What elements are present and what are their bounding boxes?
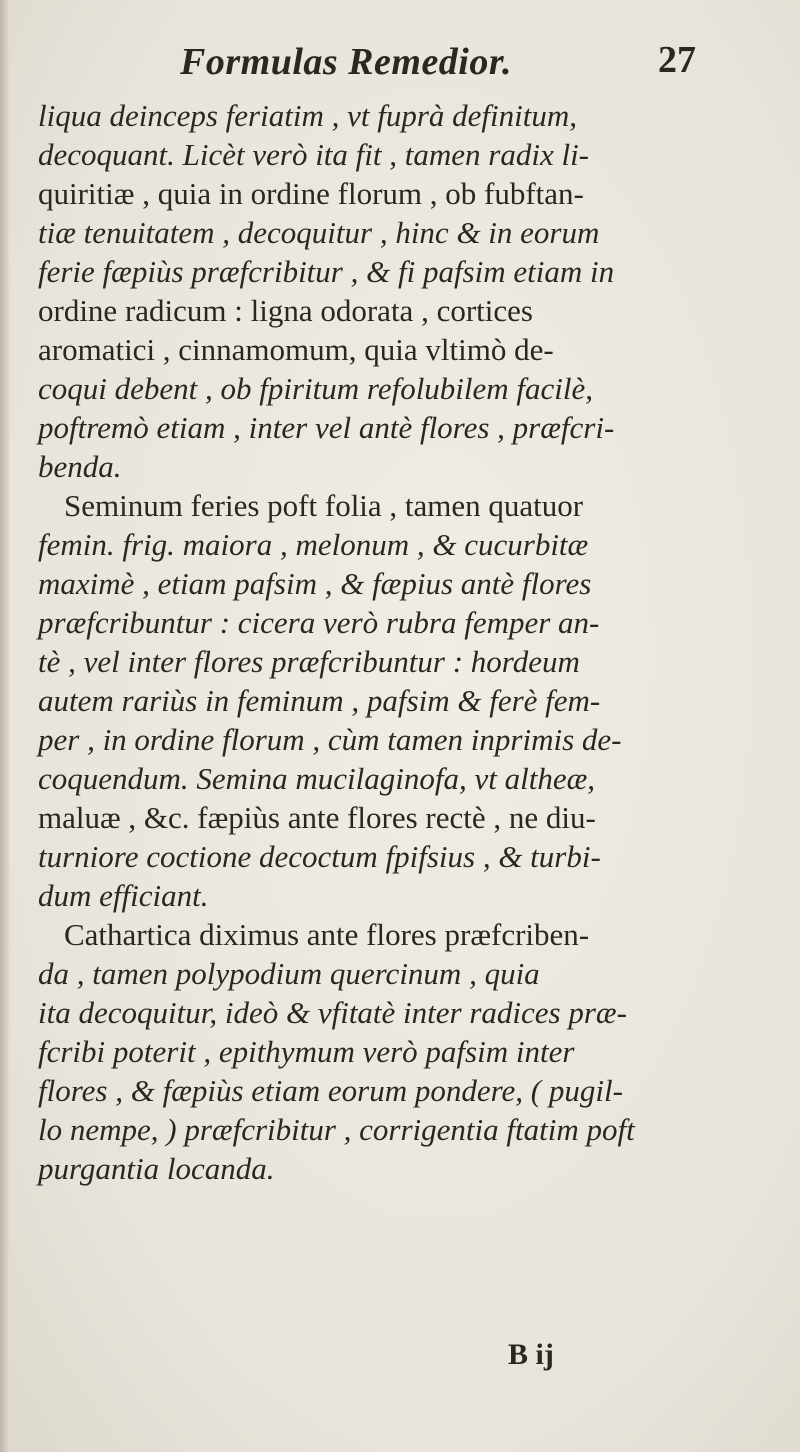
text-line: tè , vel inter flores præfcribuntur : hordeum	[38, 644, 580, 679]
text-line: tiæ tenuitatem , decoquitur , hinc & in eorum	[38, 215, 600, 250]
text-line: turniore coctione decoctum fpifsius , & turbi-	[38, 839, 601, 874]
page-number: 27	[658, 39, 696, 81]
text-line: coqui debent , ob fpiritum refolubilem facilè,	[38, 371, 594, 406]
text-line: purgantia locanda.	[38, 1151, 275, 1186]
body-text	[38, 96, 790, 1188]
text-line: dum efficiant.	[38, 878, 209, 913]
text-line: fcribi poterit , epithymum verò pafsim inter	[38, 1034, 575, 1069]
running-head: Formulas Remedior.	[180, 41, 513, 83]
text-line: da , tamen polypodium quercinum , quia	[38, 956, 540, 991]
text-line: decoquant. Licèt verò ita fit , tamen radix li-	[38, 137, 590, 172]
signature-mark: B ij	[508, 1338, 554, 1371]
text-line: Seminum feries poft folia , tamen quatuor	[64, 488, 584, 523]
gutter-shadow	[0, 0, 10, 1452]
text-line: benda.	[38, 449, 122, 484]
text-line: autem rariùs in feminum , pafsim & ferè fem-	[38, 683, 601, 718]
text-line: poftremò etiam , inter vel antè flores , præfcri-	[38, 410, 615, 445]
text-line: maluæ , &c. fæpiùs ante flores rectè , ne diu-	[38, 800, 596, 835]
text-line: ita decoquitur, ideò & vfitatè inter radices præ-	[38, 995, 627, 1030]
page-header	[0, 36, 800, 96]
text-line: coquendum. Semina mucilaginofa, vt altheæ,	[38, 761, 596, 796]
text-line: maximè , etiam pafsim , & fæpius antè flores	[38, 566, 592, 601]
text-line: liqua deinceps feriatim , vt fuprà definitum,	[38, 98, 577, 133]
text-line: præfcribuntur : cicera verò rubra femper an-	[38, 605, 600, 640]
text-line: femin. frig. maiora , melonum , & cucurbitæ	[38, 527, 589, 562]
text-line: Cathartica diximus ante flores præfcriben-	[64, 917, 590, 952]
text-line: ordine radicum : ligna odorata , cortices	[38, 293, 533, 328]
text-line: per , in ordine florum , cùm tamen inprimis de-	[38, 722, 622, 757]
text-line: flores , & fæpiùs etiam eorum pondere, ( pugil-	[38, 1073, 623, 1108]
text-line: aromatici , cinnamomum, quia vltimò de-	[38, 332, 554, 367]
text-line: lo nempe, ) præfcribitur , corrigentia ftatim poft	[38, 1112, 635, 1147]
text-line: ferie fæpiùs præfcribitur , & fi pafsim etiam in	[38, 254, 615, 289]
text-line: quiritiæ , quia in ordine florum , ob fubftan-	[38, 176, 584, 211]
